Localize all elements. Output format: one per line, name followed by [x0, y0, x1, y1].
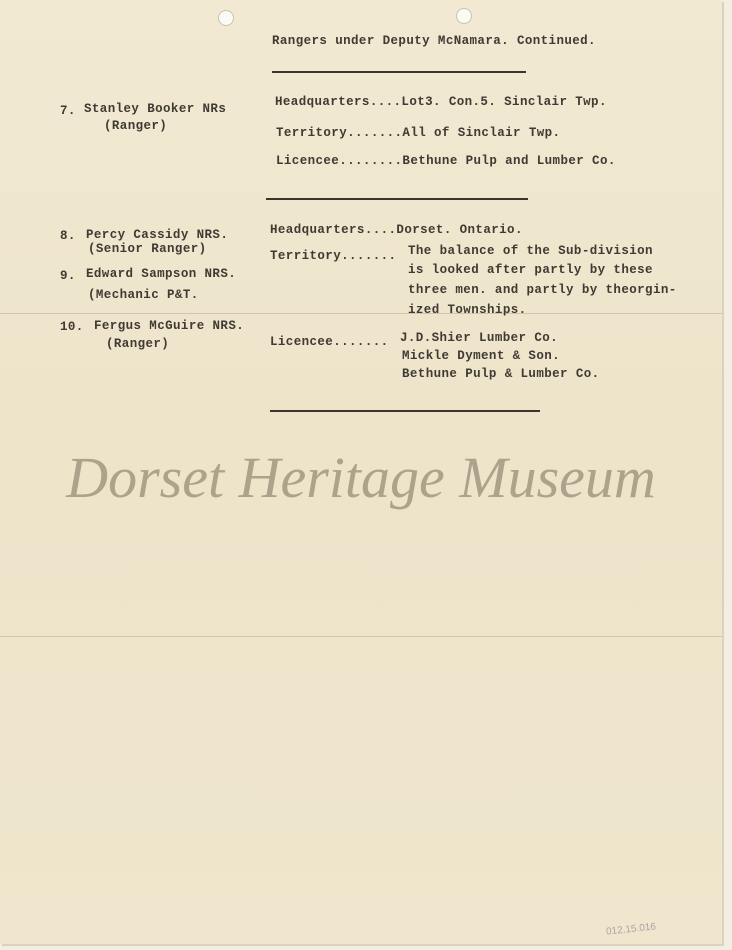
entry-9-name: Edward Sampson NRS.	[86, 267, 237, 281]
group-licencee-line-1: J.D.Shier Lumber Co.	[400, 331, 559, 345]
entry-8-name: Percy Cassidy NRS.	[86, 228, 229, 242]
divider-top	[272, 71, 526, 73]
entry-9-number: 9.	[60, 269, 76, 283]
entry-8-role: (Senior Ranger)	[88, 242, 207, 256]
group-territory-line-3: three men. and partly by theorgin-	[408, 283, 677, 297]
divider-bottom	[270, 410, 540, 412]
fold-line-lower	[0, 636, 722, 637]
entry-7-headquarters: Headquarters....Lot3. Con.5. Sinclair Twp.	[275, 95, 607, 109]
group-licencee-label: Licencee.......	[270, 335, 389, 349]
punch-hole-left	[218, 10, 234, 26]
pencil-catalog-number: 012.15.016	[605, 921, 657, 938]
entry-10-name: Fergus McGuire NRS.	[94, 319, 245, 333]
page-heading: Rangers under Deputy McNamara. Continued.	[272, 34, 596, 48]
entry-7-territory: Territory.......All of Sinclair Twp.	[276, 126, 561, 140]
entry-10-number: 10.	[60, 320, 84, 334]
group-headquarters: Headquarters....Dorset. Ontario.	[270, 223, 523, 237]
divider-middle	[266, 198, 528, 200]
entry-9-role: (Mechanic P&T.	[88, 288, 199, 302]
entry-7-number: 7.	[60, 104, 76, 118]
group-territory-line-1: The balance of the Sub-division	[408, 244, 653, 258]
entry-8-number: 8.	[60, 229, 76, 243]
museum-watermark: Dorset Heritage Museum	[66, 445, 656, 510]
group-licencee-line-3: Bethune Pulp & Lumber Co.	[402, 367, 600, 381]
group-territory-label: Territory.......	[270, 249, 397, 263]
punch-hole-right	[456, 8, 472, 24]
group-licencee-line-2: Mickle Dyment & Son.	[402, 349, 561, 363]
entry-7-role: (Ranger)	[104, 119, 168, 133]
group-territory-line-4: ized Townships.	[408, 303, 527, 317]
entry-10-role: (Ranger)	[106, 337, 170, 351]
entry-7-licencee: Licencee........Bethune Pulp and Lumber Co.	[276, 154, 616, 168]
group-territory-line-2: is looked after partly by these	[408, 263, 653, 277]
fold-line-upper	[0, 313, 722, 314]
entry-7-name: Stanley Booker NRs	[84, 102, 227, 116]
